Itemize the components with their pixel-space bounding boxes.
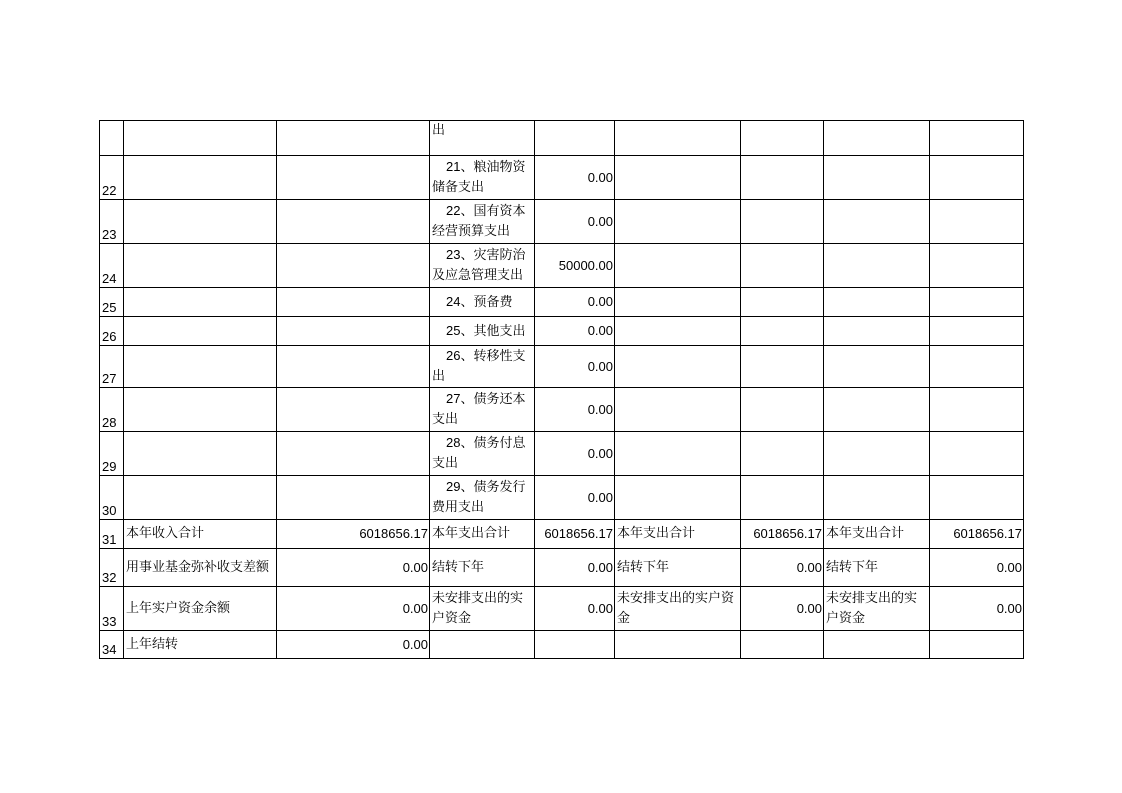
expense-amount-cell: 0.00 (535, 432, 615, 476)
unallocated-funds-value-3: 0.00 (930, 587, 1024, 631)
row-index: 26 (100, 317, 124, 346)
expense-item-cell-2 (615, 346, 741, 388)
expense-item-cell (430, 346, 535, 388)
income-item-cell (124, 200, 277, 244)
row-index: 32 (100, 549, 124, 587)
expense-item-cell-3 (824, 156, 930, 200)
income-amount-cell (277, 432, 430, 476)
unallocated-funds-value-2: 0.00 (741, 587, 824, 631)
prior-balance-label: 上年实户资金余额 (124, 587, 277, 631)
expense-item-cell: 出 (430, 121, 535, 156)
expense-item-cell-2 (615, 200, 741, 244)
unallocated-funds-label-3: 未安排支出的实户资金 (824, 587, 930, 631)
expense-amount-cell: 0.00 (535, 346, 615, 388)
row-index: 34 (100, 631, 124, 659)
row-index (100, 121, 124, 156)
row-index: 33 (100, 587, 124, 631)
expense-amount-cell: 0.00 (535, 388, 615, 432)
expense-item-cell-3 (824, 317, 930, 346)
unallocated-funds-label-2: 未安排支出的实户资金 (615, 587, 741, 631)
item-label: 、粮油物资储备支出 (432, 160, 526, 195)
income-item-cell (124, 346, 277, 388)
expense-amount-cell-2 (741, 317, 824, 346)
table-row (100, 317, 1024, 346)
row-index: 25 (100, 288, 124, 317)
empty-cell (824, 631, 930, 659)
item-number: 23 (446, 247, 461, 262)
table-row (100, 346, 1024, 388)
expense-amount-cell-3 (930, 388, 1024, 432)
income-amount-cell (277, 156, 430, 200)
carryover-label: 结转下年 (430, 549, 535, 587)
expense-item-cell (430, 200, 535, 244)
item-number: 28 (446, 435, 461, 450)
expense-item-cell-2 (615, 432, 741, 476)
table-row (100, 432, 1024, 476)
table-row (100, 288, 1024, 317)
expense-item-cell (430, 317, 535, 346)
income-item-cell (124, 288, 277, 317)
expense-amount-cell-2 (741, 388, 824, 432)
expense-total-value-2: 6018656.17 (741, 520, 824, 549)
income-item-cell (124, 121, 277, 156)
unallocated-funds-value: 0.00 (535, 587, 615, 631)
carryover-label-3: 结转下年 (824, 549, 930, 587)
income-amount-cell (277, 476, 430, 520)
expense-total-label-2: 本年支出合计 (615, 520, 741, 549)
table-row (100, 121, 1024, 156)
item-number: 25 (446, 322, 461, 338)
expense-amount-cell-2 (741, 244, 824, 288)
item-number: 27 (446, 391, 461, 406)
expense-amount-cell-2 (741, 121, 824, 156)
table-row (100, 200, 1024, 244)
expense-total-value: 6018656.17 (535, 520, 615, 549)
expense-amount-cell: 0.00 (535, 288, 615, 317)
row-index: 31 (100, 520, 124, 549)
expense-item-cell (430, 156, 535, 200)
expense-item-cell-2 (615, 121, 741, 156)
table-row (100, 476, 1024, 520)
expense-item-cell-2 (615, 476, 741, 520)
row-index: 24 (100, 244, 124, 288)
prior-balance-value: 0.00 (277, 587, 430, 631)
income-item-cell (124, 156, 277, 200)
row-index: 28 (100, 388, 124, 432)
fund-offset-label: 用事业基金弥补收支差额 (124, 549, 277, 587)
income-total-value: 6018656.17 (277, 520, 430, 549)
expense-item-cell-3 (824, 388, 930, 432)
expense-total-value-3: 6018656.17 (930, 520, 1024, 549)
income-amount-cell (277, 288, 430, 317)
item-label: 、预备费 (460, 294, 513, 310)
expense-amount-cell-2 (741, 156, 824, 200)
item-label: 、其他支出 (460, 323, 526, 339)
expense-amount-cell: 0.00 (535, 317, 615, 346)
item-number: 22 (446, 203, 461, 218)
expense-item-cell (430, 388, 535, 432)
expense-amount-cell-3 (930, 244, 1024, 288)
expense-item-cell-2 (615, 156, 741, 200)
expense-item-cell-2 (615, 388, 741, 432)
income-amount-cell (277, 388, 430, 432)
income-amount-cell (277, 200, 430, 244)
item-number: 21 (446, 159, 461, 174)
expense-item-cell-2 (615, 317, 741, 346)
income-item-cell (124, 476, 277, 520)
expense-item-cell (430, 244, 535, 288)
item-label: 、债务付息支出 (432, 436, 526, 471)
item-number: 24 (446, 293, 461, 309)
income-amount-cell (277, 244, 430, 288)
expense-item-cell-2 (615, 288, 741, 317)
income-amount-cell (277, 346, 430, 388)
expense-item-cell-3 (824, 288, 930, 317)
income-item-cell (124, 388, 277, 432)
item-number: 26 (446, 348, 461, 363)
item-label: 、转移性支出 (432, 349, 526, 384)
row-index: 27 (100, 346, 124, 388)
expense-item-cell (430, 288, 535, 317)
carryover-value: 0.00 (535, 549, 615, 587)
expense-total-label-3: 本年支出合计 (824, 520, 930, 549)
empty-cell (615, 631, 741, 659)
empty-cell (930, 631, 1024, 659)
income-amount-cell (277, 121, 430, 156)
expense-amount-cell-3 (930, 121, 1024, 156)
item-label: 、债务发行费用支出 (432, 480, 526, 515)
income-total-label: 本年收入合计 (124, 520, 277, 549)
expense-amount-cell-3 (930, 288, 1024, 317)
table-row (100, 631, 1024, 659)
expense-item-cell-3 (824, 346, 930, 388)
empty-cell (741, 631, 824, 659)
carryover-label-2: 结转下年 (615, 549, 741, 587)
expense-amount-cell-2 (741, 432, 824, 476)
table-row (100, 156, 1024, 200)
empty-cell (430, 631, 535, 659)
item-label: 、国有资本经营预算支出 (432, 204, 526, 239)
expense-total-label: 本年支出合计 (430, 520, 535, 549)
expense-amount-cell-3 (930, 432, 1024, 476)
expense-amount-cell-2 (741, 200, 824, 244)
table-row (100, 244, 1024, 288)
expense-item-cell (430, 432, 535, 476)
expense-amount-cell: 0.00 (535, 156, 615, 200)
carryover-value-2: 0.00 (741, 549, 824, 587)
row-index: 30 (100, 476, 124, 520)
item-label: 、灾害防治及应急管理支出 (432, 248, 526, 283)
expense-item-cell (430, 476, 535, 520)
carryover-value-3: 0.00 (930, 549, 1024, 587)
expense-amount-cell (535, 121, 615, 156)
table-row (100, 388, 1024, 432)
expense-item-cell-3 (824, 200, 930, 244)
income-amount-cell (277, 317, 430, 346)
expense-item-cell-3 (824, 244, 930, 288)
expense-amount-cell-3 (930, 346, 1024, 388)
fund-offset-value: 0.00 (277, 549, 430, 587)
totals-row (100, 520, 1024, 549)
expense-amount-cell: 0.00 (535, 200, 615, 244)
expense-amount-cell: 0.00 (535, 476, 615, 520)
empty-cell (535, 631, 615, 659)
budget-table (99, 120, 1024, 659)
expense-amount-cell-2 (741, 346, 824, 388)
income-item-cell (124, 432, 277, 476)
expense-item-cell-2 (615, 244, 741, 288)
expense-amount-cell-2 (741, 476, 824, 520)
expense-amount-cell-3 (930, 317, 1024, 346)
item-number: 29 (446, 479, 461, 494)
table-row (100, 587, 1024, 631)
expense-amount-cell-3 (930, 200, 1024, 244)
expense-amount-cell-2 (741, 288, 824, 317)
income-item-cell (124, 244, 277, 288)
expense-item-cell-3 (824, 432, 930, 476)
row-index: 22 (100, 156, 124, 200)
row-index: 23 (100, 200, 124, 244)
expense-amount-cell-3 (930, 156, 1024, 200)
item-label: 、债务还本支出 (432, 392, 526, 427)
expense-item-cell-3 (824, 476, 930, 520)
prior-carryover-value: 0.00 (277, 631, 430, 659)
expense-item-cell-3 (824, 121, 930, 156)
expense-amount-cell: 50000.00 (535, 244, 615, 288)
expense-amount-cell-3 (930, 476, 1024, 520)
prior-carryover-label: 上年结转 (124, 631, 277, 659)
unallocated-funds-label: 未安排支出的实户资金 (430, 587, 535, 631)
row-index: 29 (100, 432, 124, 476)
income-item-cell (124, 317, 277, 346)
table-row (100, 549, 1024, 587)
